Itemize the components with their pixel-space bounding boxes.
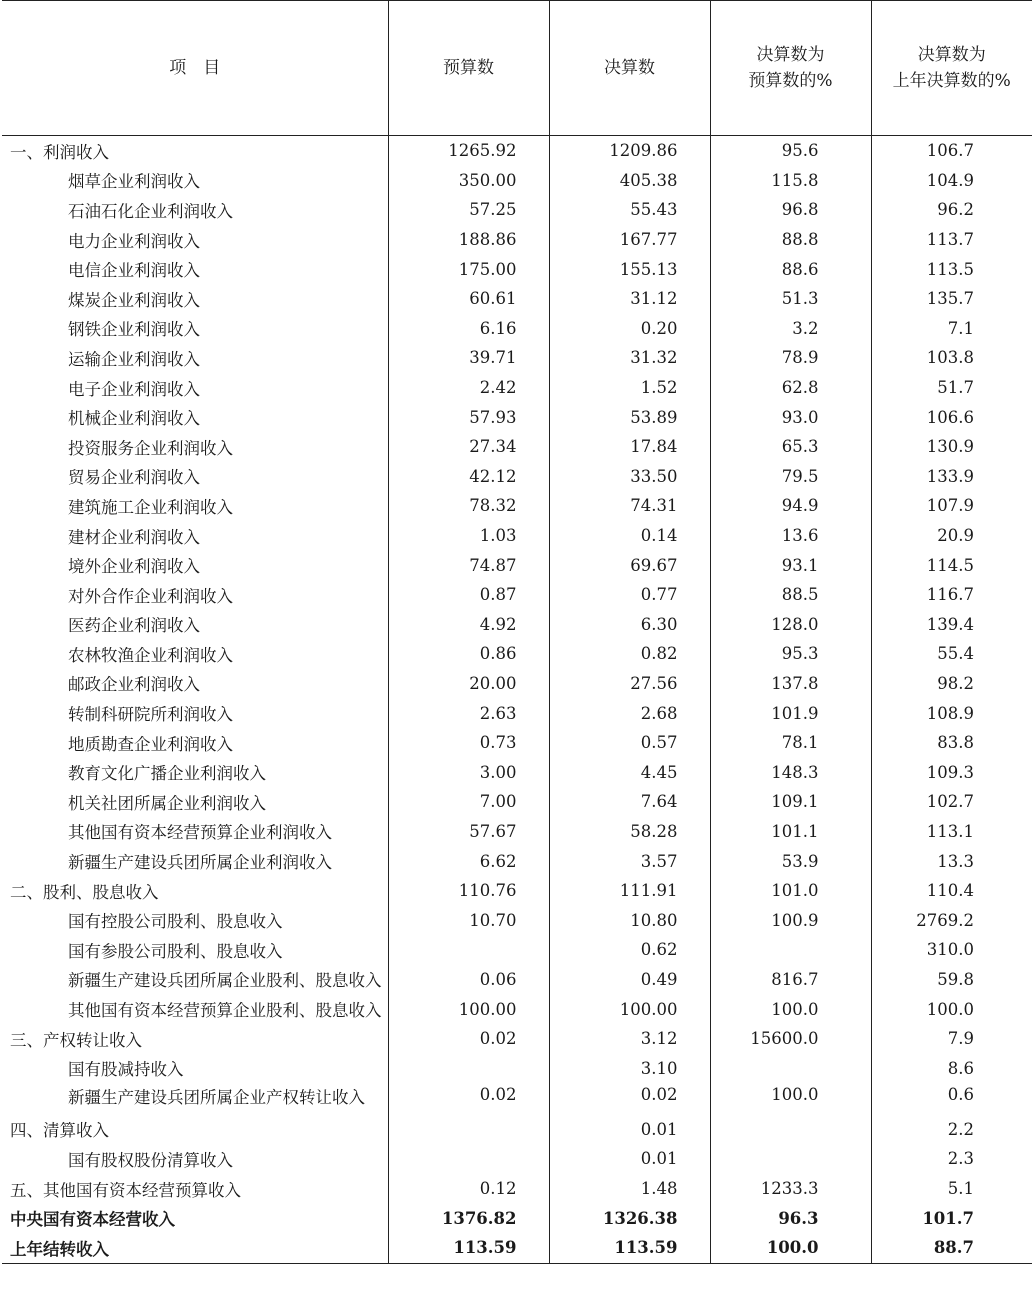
table-row: [2, 314, 1032, 344]
row-label: 国有股权股份清算收入: [68, 1150, 233, 1170]
row-label: 邮政企业利润收入: [68, 675, 200, 695]
pct-budget-value: 94.9: [710, 491, 871, 521]
pct-prev-value: 55.4: [871, 639, 1032, 669]
header-pct-prev-line1: 决算数为: [917, 45, 986, 65]
pct-budget-value: 109.1: [710, 787, 871, 817]
budget-value: 1376.82: [388, 1203, 549, 1233]
row-label: 煤炭企业利润收入: [68, 290, 200, 310]
final-value: 0.20: [549, 314, 710, 344]
budget-value: [388, 1144, 549, 1174]
pct-budget-value: 100.0: [710, 1233, 871, 1263]
pct-budget-value: 100.9: [710, 905, 871, 935]
pct-budget-value: 88.6: [710, 254, 871, 284]
header-final: 决算数: [549, 1, 710, 136]
budget-value: 100.00: [388, 994, 549, 1024]
budget-value: 0.06: [388, 965, 549, 995]
row-label: 新疆生产建设兵团所属企业产权转让收入: [68, 1088, 365, 1107]
row-label: 新疆生产建设兵团所属企业利润收入: [68, 853, 332, 873]
header-budget: 预算数: [388, 1, 549, 136]
table-row: [2, 935, 1032, 965]
pct-budget-value: 101.9: [710, 698, 871, 728]
final-value: 4.45: [549, 757, 710, 787]
final-value: 0.62: [549, 935, 710, 965]
table-row: [2, 757, 1032, 787]
budget-value: 20.00: [388, 669, 549, 699]
pct-budget-value: 128.0: [710, 610, 871, 640]
pct-prev-value: 2.3: [871, 1144, 1032, 1174]
pct-prev-value: 103.8: [871, 343, 1032, 373]
header-item: 项 目: [2, 1, 388, 136]
table-row: [2, 1053, 1032, 1083]
pct-prev-value: 20.9: [871, 521, 1032, 551]
row-label: 中央国有资本经营收入: [10, 1210, 175, 1230]
pct-budget-value: 93.0: [710, 402, 871, 432]
final-value: 2.68: [549, 698, 710, 728]
pct-budget-value: 100.0: [710, 1083, 871, 1115]
row-label: 其他国有资本经营预算企业股利、股息收入: [68, 1001, 382, 1021]
budget-value: 350.00: [388, 166, 549, 196]
table-row: [2, 491, 1032, 521]
pct-budget-value: 15600.0: [710, 1024, 871, 1054]
pct-prev-value: 139.4: [871, 610, 1032, 640]
table-row: [2, 728, 1032, 758]
pct-budget-value: 148.3: [710, 757, 871, 787]
pct-prev-value: 114.5: [871, 550, 1032, 580]
pct-prev-value: 113.7: [871, 225, 1032, 255]
budget-value: 3.00: [388, 757, 549, 787]
header-pct-prev: [871, 1, 1032, 136]
budget-value: 2.42: [388, 373, 549, 403]
budget-value: 113.59: [388, 1233, 549, 1263]
table-row: [2, 994, 1032, 1024]
table-row: [2, 402, 1032, 432]
budget-value: 1265.92: [388, 136, 549, 166]
pct-budget-value: 53.9: [710, 846, 871, 876]
final-value: 100.00: [549, 994, 710, 1024]
budget-value: 60.61: [388, 284, 549, 314]
pct-prev-value: 104.9: [871, 166, 1032, 196]
budget-value: 78.32: [388, 491, 549, 521]
table-row: [2, 254, 1032, 284]
pct-budget-value: 96.3: [710, 1203, 871, 1233]
pct-budget-value: 1233.3: [710, 1174, 871, 1204]
budget-value: 74.87: [388, 550, 549, 580]
final-value: 6.30: [549, 610, 710, 640]
table-row: [2, 846, 1032, 876]
row-label: 地质勘查企业利润收入: [68, 734, 233, 754]
final-value: 0.57: [549, 728, 710, 758]
pct-prev-value: 108.9: [871, 698, 1032, 728]
row-label: 转制科研院所利润收入: [68, 705, 233, 725]
table-row: [2, 1144, 1032, 1174]
table-row: [2, 698, 1032, 728]
pct-prev-value: 2769.2: [871, 905, 1032, 935]
budget-value: [388, 935, 549, 965]
row-label: 电力企业利润收入: [68, 231, 200, 251]
row-label: 上年结转收入: [2, 1233, 388, 1263]
header-pct-budget: [710, 1, 871, 136]
final-value: 3.57: [549, 846, 710, 876]
pct-prev-value: 100.0: [871, 994, 1032, 1024]
row-label: 建筑施工企业利润收入: [68, 497, 233, 517]
budget-value: 42.12: [388, 462, 549, 492]
row-label: 境外企业利润收入: [68, 557, 200, 577]
pct-prev-value: 133.9: [871, 462, 1032, 492]
pct-prev-value: 102.7: [871, 787, 1032, 817]
pct-budget-value: [710, 1115, 871, 1145]
budget-value: 0.02: [388, 1024, 549, 1054]
final-value: 3.10: [549, 1053, 710, 1083]
final-value: 1326.38: [549, 1203, 710, 1233]
table-row: [2, 225, 1032, 255]
final-value: 3.12: [549, 1024, 710, 1054]
budget-value: 0.73: [388, 728, 549, 758]
table-row: [2, 817, 1032, 847]
pct-budget-value: 95.3: [710, 639, 871, 669]
row-label: 四、清算收入: [10, 1121, 109, 1141]
pct-prev-value: 13.3: [871, 846, 1032, 876]
row-label: 教育文化广播企业利润收入: [68, 764, 266, 784]
budget-value: 27.34: [388, 432, 549, 462]
row-label: 二、股利、股息收入: [10, 882, 159, 902]
pct-prev-value: 0.6: [871, 1083, 1032, 1115]
header-pct-budget-line2: 预算数的%: [748, 71, 833, 91]
budget-value: 0.87: [388, 580, 549, 610]
final-value: 58.28: [549, 817, 710, 847]
final-value: 53.89: [549, 402, 710, 432]
pct-prev-value: 106.6: [871, 402, 1032, 432]
final-value: 0.01: [549, 1115, 710, 1145]
table-row: [2, 284, 1032, 314]
pct-prev-value: 2.2: [871, 1115, 1032, 1145]
pct-prev-value: 7.1: [871, 314, 1032, 344]
table-row: [2, 1115, 1032, 1145]
pct-prev-value: 113.5: [871, 254, 1032, 284]
pct-prev-value: 310.0: [871, 935, 1032, 965]
table-row: [2, 1233, 1032, 1263]
pct-prev-value: 110.4: [871, 876, 1032, 906]
header-pct-prev-line2: 上年决算数的%: [892, 71, 1011, 91]
final-value: 17.84: [549, 432, 710, 462]
table-body: [2, 136, 1032, 1264]
final-value: 7.64: [549, 787, 710, 817]
row-label: 电子企业利润收入: [68, 379, 200, 399]
pct-budget-value: 62.8: [710, 373, 871, 403]
table-row: [2, 1083, 1032, 1115]
budget-value: 7.00: [388, 787, 549, 817]
pct-prev-value: 59.8: [871, 965, 1032, 995]
final-value: 0.49: [549, 965, 710, 995]
final-value: 405.38: [549, 166, 710, 196]
final-value: 167.77: [549, 225, 710, 255]
pct-budget-value: 96.8: [710, 195, 871, 225]
pct-prev-value: 109.3: [871, 757, 1032, 787]
table-row: [2, 787, 1032, 817]
row-label: 烟草企业利润收入: [68, 172, 200, 192]
pct-budget-value: 101.0: [710, 876, 871, 906]
table-row: [2, 343, 1032, 373]
final-value: 27.56: [549, 669, 710, 699]
row-label: 钢铁企业利润收入: [68, 320, 200, 340]
pct-prev-value: 88.7: [871, 1233, 1032, 1263]
row-label: 电信企业利润收入: [68, 261, 200, 281]
row-label: 建材企业利润收入: [68, 527, 200, 547]
final-value: 1209.86: [549, 136, 710, 166]
pct-budget-value: [710, 1053, 871, 1083]
budget-value: 57.67: [388, 817, 549, 847]
budget-value: 6.16: [388, 314, 549, 344]
pct-budget-value: 88.8: [710, 225, 871, 255]
pct-prev-value: 101.7: [871, 1203, 1032, 1233]
budget-value: 57.93: [388, 402, 549, 432]
pct-budget-value: 115.8: [710, 166, 871, 196]
pct-budget-value: 95.6: [710, 136, 871, 166]
final-value: 1.52: [549, 373, 710, 403]
final-value: 0.14: [549, 521, 710, 551]
pct-prev-value: 51.7: [871, 373, 1032, 403]
budget-value: 188.86: [388, 225, 549, 255]
row-label: 石油石化企业利润收入: [68, 201, 233, 221]
row-label: 其他国有资本经营预算企业利润收入: [68, 823, 332, 843]
table-row: [2, 166, 1032, 196]
budget-value: 1.03: [388, 521, 549, 551]
final-value: 69.67: [549, 550, 710, 580]
table-row: [2, 965, 1032, 995]
budget-value: 110.76: [388, 876, 549, 906]
pct-prev-value: 8.6: [871, 1053, 1032, 1083]
budget-value: 4.92: [388, 610, 549, 640]
table-row: [2, 610, 1032, 640]
row-label: 一、利润收入: [10, 142, 109, 162]
pct-budget-value: 137.8: [710, 669, 871, 699]
pct-prev-value: 7.9: [871, 1024, 1032, 1054]
pct-budget-value: 93.1: [710, 550, 871, 580]
table-row: [2, 373, 1032, 403]
table-row: [2, 876, 1032, 906]
row-label: 投资服务企业利润收入: [68, 438, 233, 458]
table-row: [2, 521, 1032, 551]
pct-budget-value: 101.1: [710, 817, 871, 847]
pct-prev-value: 113.1: [871, 817, 1032, 847]
budget-value: [388, 1053, 549, 1083]
pct-prev-value: 98.2: [871, 669, 1032, 699]
final-value: 111.91: [549, 876, 710, 906]
pct-prev-value: 106.7: [871, 136, 1032, 166]
final-value: 55.43: [549, 195, 710, 225]
pct-budget-value: 88.5: [710, 580, 871, 610]
pct-budget-value: [710, 1144, 871, 1174]
pct-budget-value: 100.0: [710, 994, 871, 1024]
budget-value: [388, 1115, 549, 1145]
pct-budget-value: 816.7: [710, 965, 871, 995]
final-value: 113.59: [549, 1233, 710, 1263]
row-label: 农林牧渔企业利润收入: [68, 645, 233, 665]
table-row: [2, 905, 1032, 935]
final-value: 0.82: [549, 639, 710, 669]
pct-prev-value: 96.2: [871, 195, 1032, 225]
pct-budget-value: 3.2: [710, 314, 871, 344]
budget-table: [2, 0, 1032, 1264]
pct-prev-value: 135.7: [871, 284, 1032, 314]
final-value: 31.12: [549, 284, 710, 314]
table-row: [2, 580, 1032, 610]
row-label: 运输企业利润收入: [68, 349, 200, 369]
table-row: [2, 136, 1032, 166]
pct-prev-value: 83.8: [871, 728, 1032, 758]
final-value: 1.48: [549, 1174, 710, 1204]
pct-budget-value: 51.3: [710, 284, 871, 314]
budget-value: 0.12: [388, 1174, 549, 1204]
pct-prev-value: 107.9: [871, 491, 1032, 521]
final-value: 155.13: [549, 254, 710, 284]
pct-budget-value: 65.3: [710, 432, 871, 462]
header-pct-budget-line1: 决算数为: [756, 45, 825, 65]
table-row: [2, 669, 1032, 699]
table-row: [2, 550, 1032, 580]
pct-budget-value: [710, 935, 871, 965]
pct-prev-value: 116.7: [871, 580, 1032, 610]
pct-budget-value: 78.9: [710, 343, 871, 373]
row-label: 国有参股公司股利、股息收入: [68, 941, 283, 961]
row-label: 国有股减持收入: [68, 1060, 184, 1080]
budget-value: 175.00: [388, 254, 549, 284]
budget-value: 2.63: [388, 698, 549, 728]
pct-prev-value: 130.9: [871, 432, 1032, 462]
pct-budget-value: 79.5: [710, 462, 871, 492]
final-value: 31.32: [549, 343, 710, 373]
row-label: 五、其他国有资本经营预算收入: [10, 1180, 241, 1200]
table-row: [2, 432, 1032, 462]
table-row: [2, 1203, 1032, 1233]
table-row: [2, 639, 1032, 669]
budget-value: 39.71: [388, 343, 549, 373]
final-value: 10.80: [549, 905, 710, 935]
final-value: 74.31: [549, 491, 710, 521]
budget-value: 57.25: [388, 195, 549, 225]
table-row: [2, 462, 1032, 492]
table-row: [2, 1024, 1032, 1054]
header-row: [2, 1, 1032, 136]
table-row: [2, 1174, 1032, 1204]
budget-value: 0.86: [388, 639, 549, 669]
final-value: 0.02: [549, 1083, 710, 1115]
final-value: 0.77: [549, 580, 710, 610]
final-value: 0.01: [549, 1144, 710, 1174]
row-label: 医药企业利润收入: [68, 616, 200, 636]
budget-value: 0.02: [388, 1083, 549, 1115]
row-label: 新疆生产建设兵团所属企业股利、股息收入: [68, 971, 382, 991]
row-label: 贸易企业利润收入: [68, 468, 200, 488]
row-label: 三、产权转让收入: [10, 1030, 142, 1050]
row-label: 国有控股公司股利、股息收入: [68, 912, 283, 932]
row-label: 对外合作企业利润收入: [68, 586, 233, 606]
table-row: [2, 195, 1032, 225]
budget-value: 10.70: [388, 905, 549, 935]
final-value: 33.50: [549, 462, 710, 492]
pct-budget-value: 78.1: [710, 728, 871, 758]
row-label: 机械企业利润收入: [68, 409, 200, 429]
pct-prev-value: 5.1: [871, 1174, 1032, 1204]
budget-value: 6.62: [388, 846, 549, 876]
pct-budget-value: 13.6: [710, 521, 871, 551]
row-label: 机关社团所属企业利润收入: [68, 793, 266, 813]
